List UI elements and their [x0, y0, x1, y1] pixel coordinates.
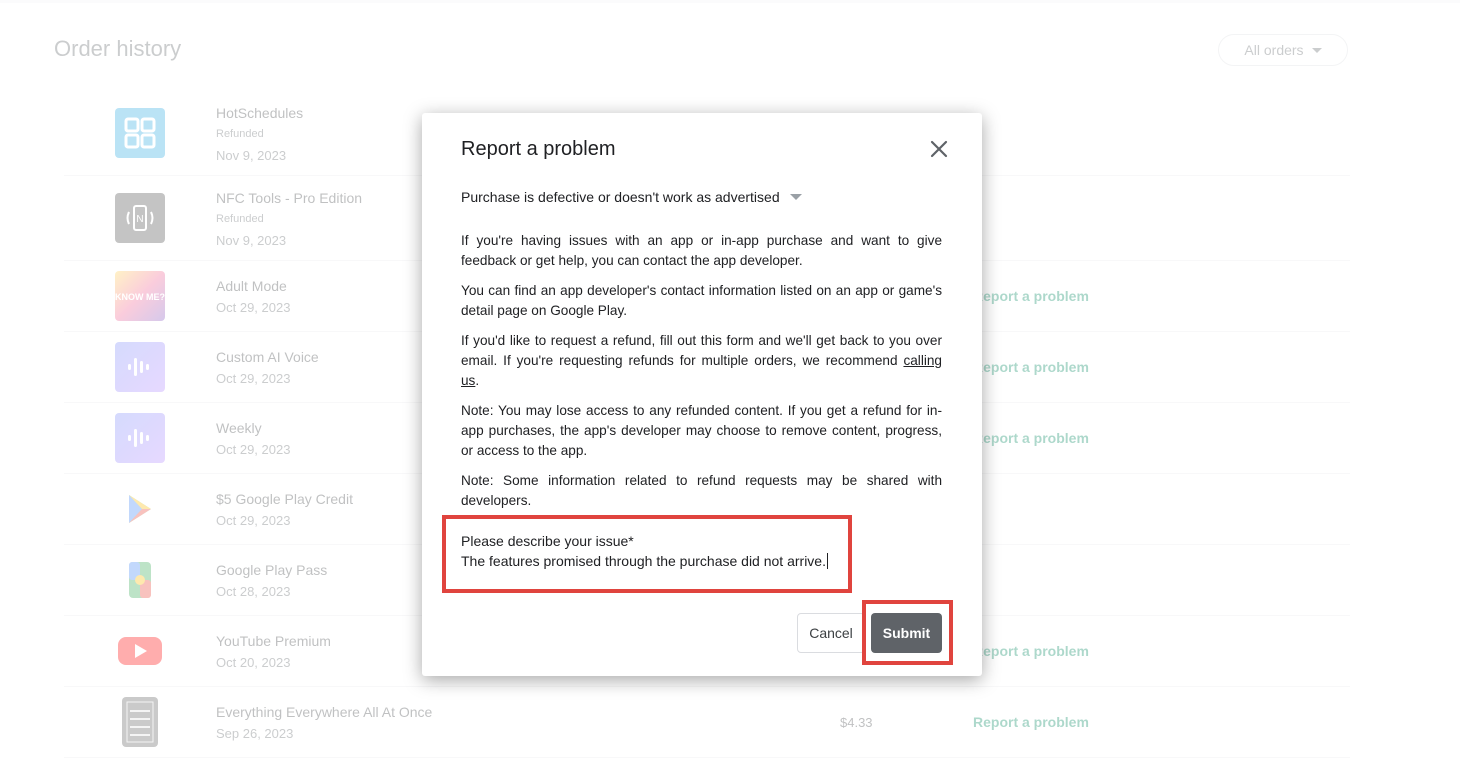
info-text: .	[475, 373, 480, 388]
info-paragraph: Note: You may lose access to any refunded content. If you get a refund for in-app purchases, the app's developer may choose to remove content, progress, or access to the app.	[461, 403, 942, 458]
dialog-body	[461, 231, 942, 512]
problem-reason-dropdown[interactable]	[461, 189, 802, 205]
submit-highlight-box	[862, 600, 953, 665]
chevron-down-icon	[790, 194, 802, 200]
issue-text: The features promised through the purchase did not arrive.	[461, 553, 826, 569]
dialog-title: Report a problem	[461, 138, 616, 160]
problem-reason-label: Purchase is defective or doesn't work as advertised	[461, 189, 780, 205]
issue-field-label: Please describe your issue*	[461, 533, 634, 549]
info-paragraph: You can find an app developer's contact information listed on an app or game's detail page on Google Play.	[461, 283, 942, 318]
info-text: If you'd like to request a refund, fill out this form and we'll get back to you over email. If you're requesting refunds for multiple orders, we recommend	[461, 333, 942, 368]
info-paragraph	[461, 331, 942, 391]
cancel-button[interactable]: Cancel	[797, 613, 865, 653]
submit-button[interactable]: Submit	[871, 613, 942, 653]
info-paragraph: If you're having issues with an app or in-app purchase and want to give feedback or get help, you can contact the app developer.	[461, 233, 942, 268]
info-paragraph: Note: Some information related to refund requests may be shared with developers.	[461, 473, 942, 508]
close-icon	[927, 137, 951, 161]
issue-highlight-box	[442, 515, 852, 593]
calling-us-link[interactable]: calling us	[461, 353, 942, 388]
close-button[interactable]	[927, 137, 951, 161]
